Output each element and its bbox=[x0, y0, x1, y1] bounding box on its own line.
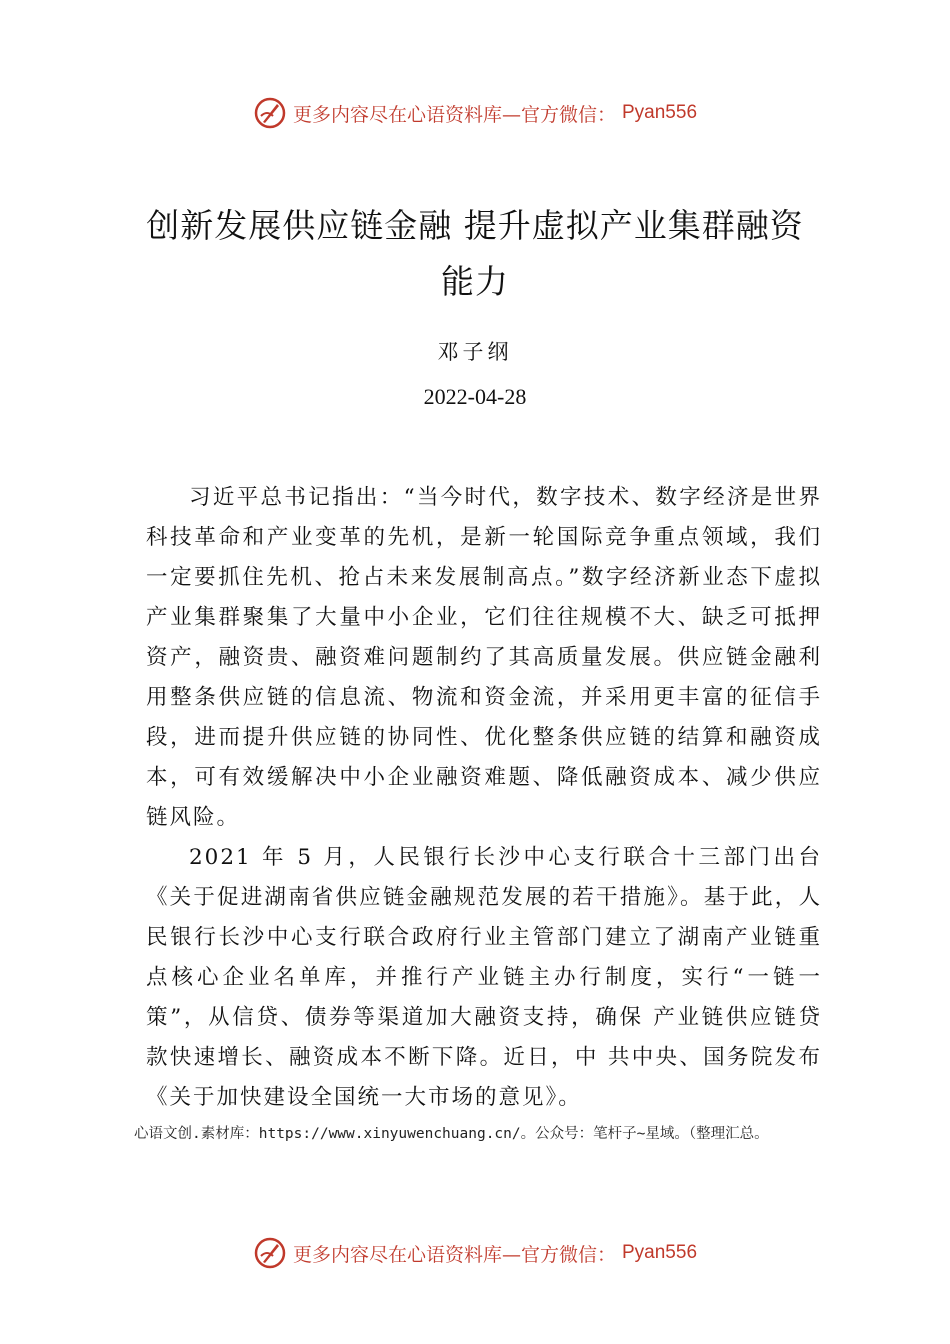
paragraph: 习近平总书记指出：“当今时代，数字技术、数字经济是世界科技革命和产业变革的先机，是新一轮国际竞争重点领域，我们一定要抓住先机、抢占未来发展制高点。”数字经济新业态下虚拟产业集群聚集了大量中小企业，它们往往规模不大、缺乏可抵押资产，融资贵、融资难问题制约了其高质量发展。供应链金融利用整条供应链的信息流、物流和资金流，并采用更丰富的征信手段，进而提升供应链的协同性、优化整条供应链的结算和融资成本，可有效缓解决中小企业融资难题、降低融资成本、减少供应链风险。 bbox=[146, 485, 822, 830]
watermark-account: Pyan556 bbox=[622, 1242, 698, 1263]
article-author: 邓子纲 bbox=[437, 340, 513, 364]
watermark-text: 更多内容尽在心语资料库—官方微信： bbox=[292, 1243, 616, 1266]
watermark-text: 更多内容尽在心语资料库—官方微信： bbox=[292, 103, 616, 126]
article-date: 2022-04-28 bbox=[423, 384, 527, 409]
paragraph: 2021 年 5 月，人民银行长沙中心支行联合十三部门出台《关于促进湖南省供应链金融规范发展的若干措施》。基于此，人民银行长沙中心支行联合政府行业主管部门建立了湖南产业链重点核心企业名单库，并推行产业链主办行制度，实行“一链一策”，从信贷、债券等渠道加大融资支持，确保 产业链供应链贷款快速增长、融资成本不断下降。近日，中 共中央、国务院发布《关于加快建设全国统一大市场的意见》。 bbox=[146, 845, 822, 1110]
footer-watermark bbox=[0, 1236, 950, 1270]
article-body bbox=[146, 478, 822, 1118]
quill-logo-icon bbox=[253, 96, 287, 130]
source-footnote: 心语文创.素材库：https://www.xinyuwenchuang.cn/。公众号：笔杆子~星域。（整理汇总。 bbox=[134, 1126, 769, 1142]
watermark-account: Pyan556 bbox=[622, 102, 698, 123]
quill-logo-icon bbox=[253, 1236, 287, 1270]
article-title: 创新发展供应链金融 提升虚拟产业集群融资能力 bbox=[146, 206, 804, 301]
header-watermark bbox=[0, 96, 950, 130]
